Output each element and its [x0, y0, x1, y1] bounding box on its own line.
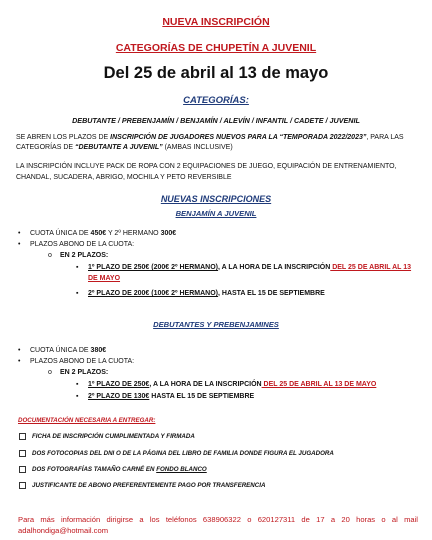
- plazo-amount: 2º PLAZO DE 130€: [88, 393, 150, 400]
- contact-email-link[interactable]: adalhondiga@hotmail.com: [18, 526, 109, 535]
- en-dos-plazos: EN 2 PLAZOS:: [60, 369, 109, 376]
- documentacion-heading: DOCUMENTACIÓN NECESARIA A ENTREGAR:: [18, 417, 156, 424]
- cuota-amount: 380€: [90, 347, 107, 354]
- checkbox-icon: [19, 433, 26, 440]
- checkbox-icon: [19, 466, 26, 473]
- plazo-amount: 1º PLAZO DE 250€ (200€ 2º HERMANO): [88, 264, 218, 271]
- plazo-text: , HASTA EL 15 DE SEPTIEMBRE: [218, 290, 325, 297]
- plazo-dates: DEL 25 DE ABRIL AL 13: [330, 264, 412, 271]
- bullet-icon: •: [18, 358, 21, 365]
- cuota-amount: 300€: [160, 230, 177, 237]
- doc-item-text: DOS FOTOGRAFÍAS TAMAÑO CARNÉ EN: [32, 466, 157, 473]
- categorias-list: DEBUTANTE / PREBENJAMÍN / BENJAMÍN / ALEVÍN / INFANTIL / CADETE / JUVENIL: [72, 116, 360, 125]
- intro-emphasis: “DEBUTANTE A JUVENIL”: [75, 144, 163, 151]
- plazo-text: , A LA HORA DE LA INSCRIPCIÓN: [218, 264, 331, 271]
- plazo1-benjamin: [88, 264, 411, 271]
- title-dates: Del 25 de abril al 13 de mayo: [103, 64, 329, 82]
- square-bullet-icon: ▪: [76, 393, 79, 400]
- title-nueva-inscripcion: NUEVA INSCRIPCIÓN: [162, 16, 270, 28]
- plazo-amount: 2º PLAZO DE 200€ (100€ 2º HERMANO): [88, 290, 218, 297]
- doc-item-3: [32, 466, 207, 473]
- intro-emphasis: INSCRIPCIÓN DE JUGADORES NUEVOS PARA LA “TEMPORADA 2022/2023”: [110, 134, 367, 141]
- plazo2-benjamin: [88, 290, 325, 297]
- title-categorias-range: CATEGORÍAS DE CHUPETÍN A JUVENIL: [115, 42, 317, 54]
- intro-paragraph-line2: [16, 144, 233, 151]
- categorias-heading: CATEGORÍAS:: [183, 95, 249, 106]
- plazo-amount: 1º PLAZO DE 250€: [88, 381, 150, 388]
- en-dos-plazos: EN 2 PLAZOS:: [60, 252, 109, 259]
- pack-paragraph-line2: CHANDAL, SUCADERA, ABRIGO, MOCHILA Y PETO REVERSIBLE: [16, 174, 232, 181]
- doc-item-4: JUSTIFICANTE DE ABONO PREFERENTEMENTE PAGO POR TRANSFERENCIA: [32, 482, 266, 489]
- cuota-debutantes: [30, 347, 106, 354]
- debutantes-heading: DEBUTANTES Y PREBENJAMINES: [153, 320, 279, 329]
- cuota-label: CUOTA ÚNICA DE: [30, 347, 91, 354]
- bullet-icon: •: [18, 230, 21, 237]
- doc-item-emphasis: FONDO BLANCO: [156, 466, 207, 473]
- bullet-icon: •: [18, 241, 21, 248]
- plazo-text: , A LA HORA DE LA INSCRIPCIÓN: [149, 381, 262, 388]
- benjamin-juvenil-heading: BENJAMÍN A JUVENIL: [175, 209, 257, 218]
- plazos-label: PLAZOS ABONO DE LA CUOTA:: [30, 241, 135, 248]
- pack-paragraph-line1: LA INSCRIPCIÓN INCLUYE PACK DE ROPA CON 2 EQUIPACIONES DE JUEGO, EQUIPACIÓN DE ENTRENAMIENTO,: [16, 163, 397, 170]
- plazo-dates: DEL 25 DE ABRIL AL 13 DE MAYO: [261, 381, 377, 388]
- cuota-amount: 450€: [90, 230, 107, 237]
- intro-text: CATEGORÍAS DE: [16, 144, 75, 151]
- doc-item-2: DOS FOTOCOPIAS DEL DNI O DE LA PÁGINA DEL LIBRO DE FAMILIA DONDE FIGURA EL JUGADORA: [32, 450, 334, 457]
- bullet-icon: •: [18, 347, 21, 354]
- circle-bullet-icon: o: [48, 369, 52, 376]
- cuota-label: CUOTA ÚNICA DE: [30, 230, 91, 237]
- doc-item-1: FICHA DE INSCRIPCIÓN CUMPLIMENTADA Y FIRMADA: [32, 433, 195, 440]
- checkbox-icon: [19, 450, 26, 457]
- intro-paragraph-line1: [16, 134, 404, 141]
- square-bullet-icon: ▪: [76, 290, 79, 297]
- cuota-label: Y 2º HERMANO: [106, 230, 161, 237]
- plazo1-debutantes: [88, 381, 376, 388]
- nuevas-inscripciones-heading: NUEVAS INSCRIPCIONES: [160, 194, 272, 204]
- intro-text: (AMBAS INCLUSIVE): [162, 144, 233, 151]
- checkbox-icon: [19, 482, 26, 489]
- plazos-label: PLAZOS ABONO DE LA CUOTA:: [30, 358, 135, 365]
- cuota-benjamin: [30, 230, 176, 237]
- contact-info: Para más información dirigirse a los teléfonos 638906322 o 620127311 de 17 a 20 horas o al mail: [18, 515, 418, 524]
- plazo-text: HASTA EL 15 DE SEPTIEMBRE: [149, 393, 255, 400]
- square-bullet-icon: ▪: [76, 264, 79, 271]
- intro-text: SE ABREN LOS PLAZOS DE: [16, 134, 111, 141]
- intro-text: , PARA LAS: [366, 134, 404, 141]
- plazo2-debutantes: [88, 393, 254, 400]
- square-bullet-icon: ▪: [76, 381, 79, 388]
- circle-bullet-icon: o: [48, 252, 52, 259]
- plazo1-benjamin-cont: DE MAYO: [88, 275, 121, 282]
